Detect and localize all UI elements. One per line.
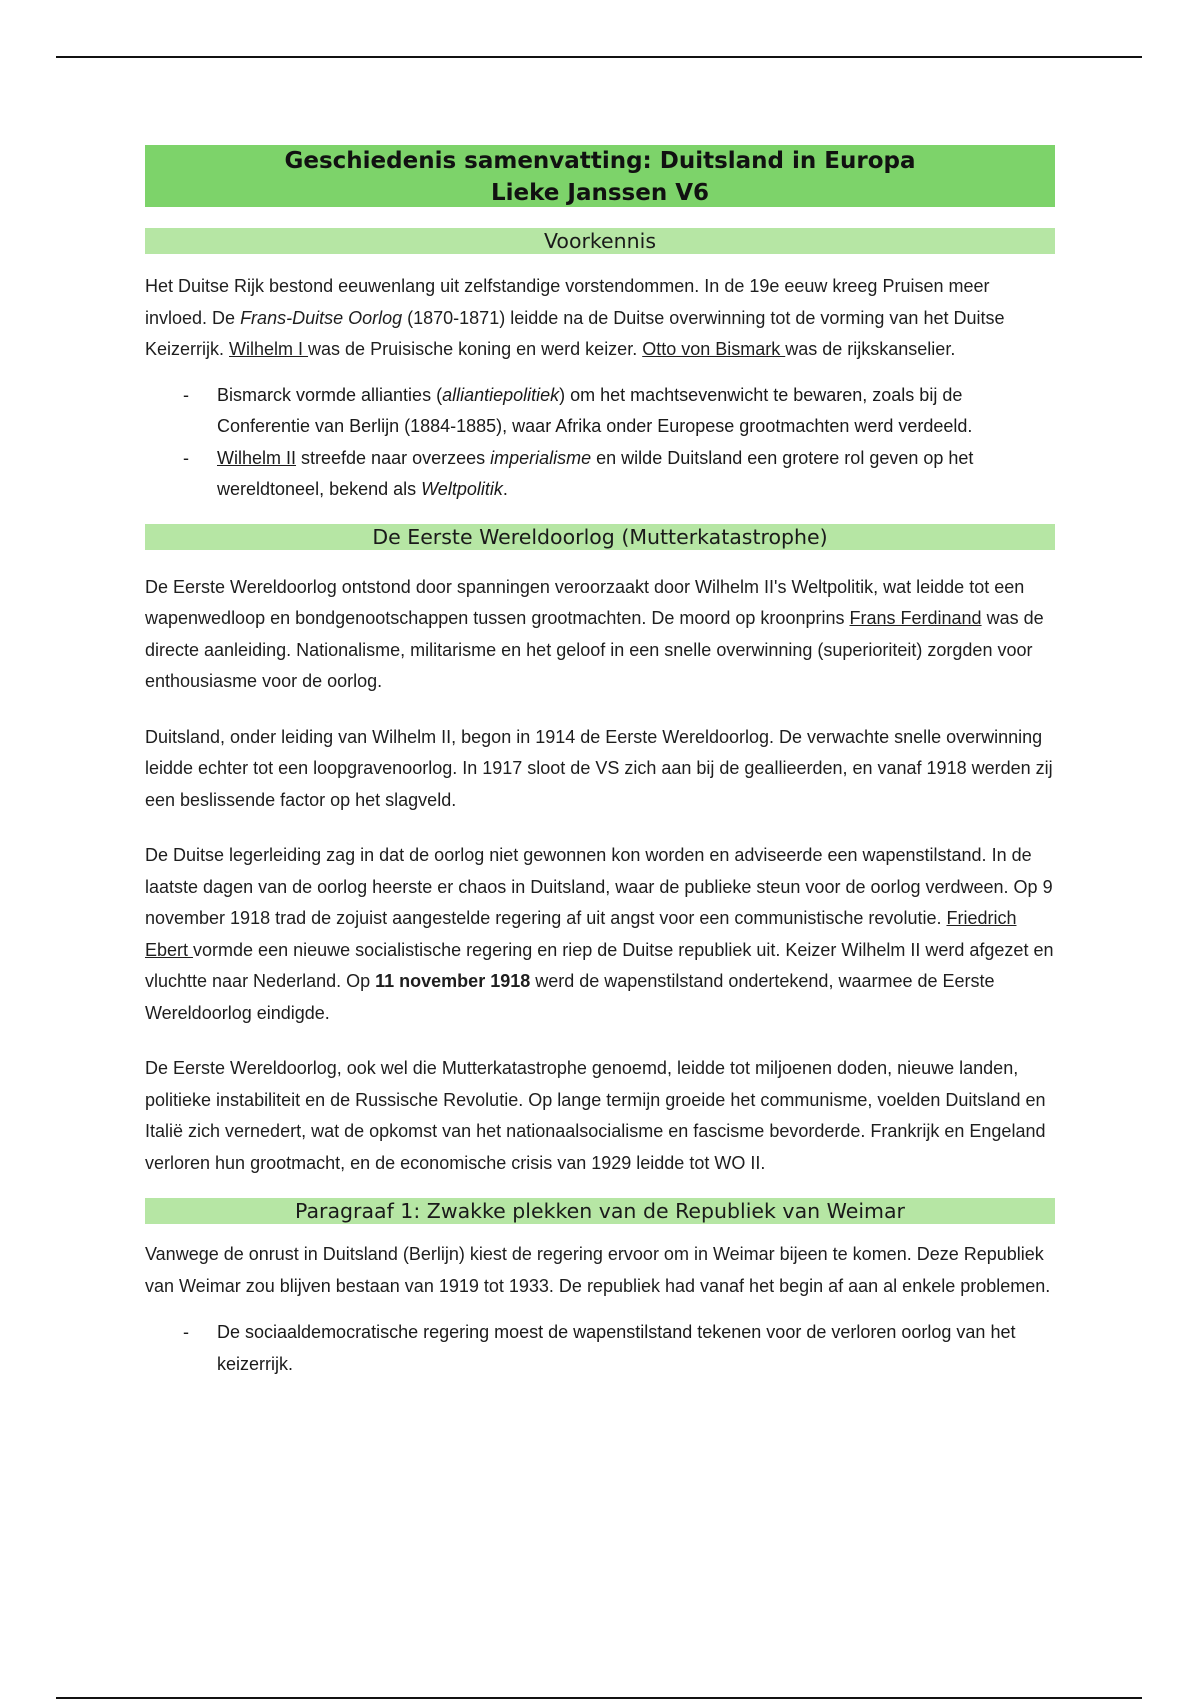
- text-run: streefde naar overzees: [296, 447, 491, 468]
- underlined-name: Otto von Bismark: [642, 339, 786, 359]
- bullet-list: [145, 1317, 1055, 1380]
- bullet-list: [145, 380, 1055, 506]
- text-run: Bismarck vormde allianties (: [217, 384, 443, 405]
- text-run: .: [502, 479, 508, 499]
- paragraph: [145, 840, 1055, 1029]
- underlined-name: Wilhelm I: [229, 339, 309, 359]
- italic-term: imperialisme: [490, 447, 592, 468]
- list-item: [145, 1317, 1055, 1380]
- document-body: [145, 145, 1055, 1380]
- bullet-marker: -: [183, 384, 189, 405]
- italic-term: alliantiepolitiek: [442, 384, 560, 405]
- text-run: De Eerste Wereldoorlog, ook wel die Mutterkatastrophe genoemd, leidde tot miljoenen doden, nieuwe landen, politieke instabiliteit en de Russische Revolutie. Op lange termijn groeide het communisme, voelden Duitsland en Italië zich vernedert, wat de opkomst van het nationaalsocialisme en fascisme bevorderde. Frankrijk en Engeland verloren hun grootmacht, en de economische crisis van 1929 leidde tot WO II.: [145, 1058, 1046, 1173]
- text-run: De Eerste Wereldoorlog ontstond door spanningen veroorzaakt door Wilhelm II's Weltpolitik, wat leidde tot een wapenwedloop en bondgenootschappen tussen grootmachten. De moord op kroonprins: [145, 576, 1025, 628]
- text-run: Duitsland, onder leiding van Wilhelm II, begon in 1914 de Eerste Wereldoorlog. De verwachte snelle overwinning leidde echter tot een loopgravenoorlog. In 1917 sloot de VS zich aan bij de geallieerden, en vanaf 1918 werden zij een beslissende factor op het slagveld.: [145, 726, 1053, 810]
- text-run: vormde een nieuwe socialistische regering en riep de Duitse republiek uit. Keizer Wilhelm II werd afgezet en vluchtte naar Nederland. Op: [145, 939, 1054, 991]
- document-title: Geschiedenis samenvatting: Duitsland in Europa: [284, 148, 916, 174]
- italic-term: Frans-Duitse Oorlog: [240, 307, 403, 328]
- text-run: Vanwege de onrust in Duitsland (Berlijn) kiest de regering ervoor om in Weimar bijeen te komen. Deze Republiek van Weimar zou blijven bestaan van 1919 tot 1933. De republiek had vanaf het begin af aan al enkele problemen.: [145, 1244, 1051, 1296]
- list-item: [145, 380, 1055, 443]
- text-run: was de directe aanleiding. Nationalisme, militarisme en het geloof in een snelle overwinning (superioriteit) zorgden voor enthousiasme voor de oorlog.: [145, 608, 1044, 691]
- text-run: was de Pruisische koning en werd keizer.: [308, 339, 643, 359]
- section-heading-paragraaf-1: Paragraaf 1: Zwakke plekken van de Republiek van Weimar: [145, 1198, 1055, 1224]
- text-run: werd de wapenstilstand ondertekend, waarmee de Eerste Wereldoorlog eindigde.: [145, 971, 995, 1023]
- paragraph: [145, 572, 1055, 698]
- document-title-box: [145, 145, 1055, 207]
- underlined-name: Wilhelm II: [217, 447, 297, 468]
- section-heading-voorkennis: Voorkennis: [145, 228, 1055, 254]
- italic-term: Weltpolitik: [421, 479, 503, 499]
- text-run: De Duitse legerleiding zag in dat de oorlog niet gewonnen kon worden en adviseerde een wapenstilstand. In de laatste dagen van de oorlog heerste er chaos in Duitsland, waar de publieke steun voor de oorlog verdween. Op 9 november 1918 trad de zojuist aangestelde regering af uit angst voor een communistische revolutie.: [145, 845, 1053, 928]
- text-run: De sociaaldemocratische regering moest de wapenstilstand tekenen voor de verloren oorlog van het keizerrijk.: [217, 1322, 1016, 1374]
- text-run: was de rijkskanselier.: [785, 339, 956, 359]
- underlined-name: Friedrich Ebert: [145, 908, 1017, 960]
- section-heading-eerste-wereldoorlog: De Eerste Wereldoorlog (Mutterkatastrophe): [145, 524, 1055, 550]
- footer-rule: [56, 1697, 1142, 1699]
- paragraph: [145, 722, 1055, 817]
- paragraph: [145, 1053, 1055, 1179]
- underlined-name: Frans Ferdinand: [849, 608, 982, 628]
- paragraph: [145, 1239, 1055, 1302]
- list-item: [145, 443, 1055, 506]
- document-author: Lieke Janssen V6: [490, 180, 710, 206]
- text-run: en wilde Duitsland een grotere rol geven op het wereldtoneel, bekend als: [217, 447, 974, 499]
- paragraph: [145, 271, 1055, 366]
- text-run: ) om het machtsevenwicht te bewaren, zoals bij de Conferentie van Berlijn (1884-1885), waar Afrika onder Europese grootmachten werd verdeeld.: [217, 384, 973, 436]
- text-run: Het Duitse Rijk bestond eeuwenlang uit zelfstandige vorstendommen. In de 19e eeuw kreeg Pruisen meer invloed. De: [145, 276, 990, 328]
- text-run: (1870-1871) leidde na de Duitse overwinning tot de vorming van het Duitse Keizerrijk.: [145, 307, 1005, 359]
- bullet-marker: -: [183, 447, 189, 468]
- bold-text: 11 november 1918: [375, 971, 531, 991]
- bullet-marker: -: [183, 1322, 189, 1342]
- header-rule: [56, 56, 1142, 58]
